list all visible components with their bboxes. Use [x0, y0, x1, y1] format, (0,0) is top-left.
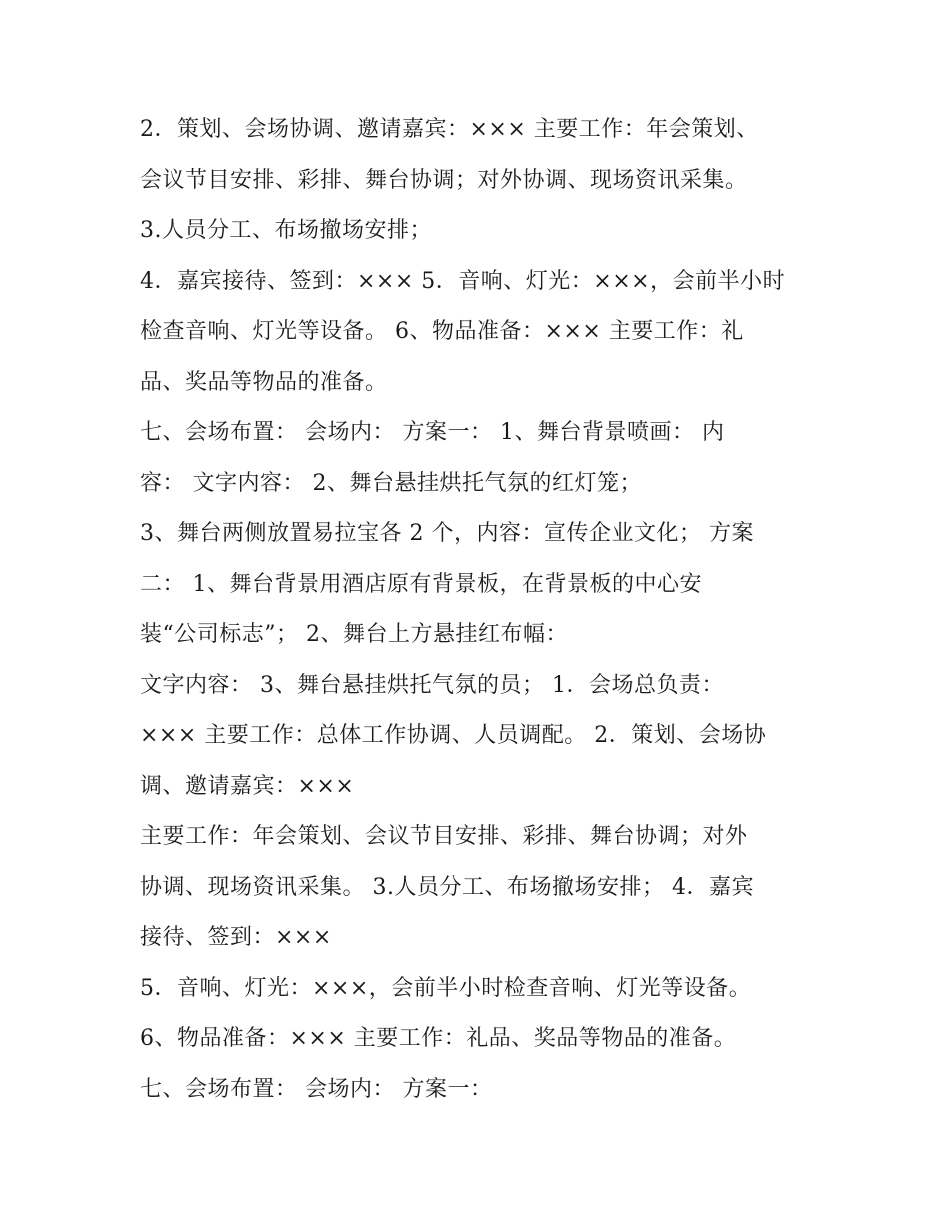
text-line: 品、奖品等物品的准备。	[140, 369, 388, 395]
text-line: 容： 文字内容： 2、舞台悬挂烘托气氛的红灯笼；	[140, 470, 642, 496]
text-line: 3.人员分工、布场撤场安排；	[140, 218, 432, 243]
document-body	[140, 105, 840, 1115]
text-line: 接待、签到：×××	[140, 925, 332, 950]
text-line: 协调、现场资讯采集。 3.人员分工、布场撤场安排； 4．嘉宾	[140, 874, 754, 900]
text-line: 二： 1、舞台背景用酒店原有背景板，在背景板的中心安	[140, 571, 702, 597]
text-line: 会议节目安排、彩排、舞台协调；对外协调、现场资讯采集。	[140, 167, 748, 193]
text-line: 4．嘉宾接待、签到：××× 5．音响、灯光：×××，会前半小时	[140, 268, 786, 294]
text-line: 文字内容： 3、舞台悬挂烘托气氛的员； 1．会场总负责：	[140, 672, 724, 698]
text-line: 5．音响、灯光：×××，会前半小时检查音响、灯光等设备。	[140, 975, 752, 1001]
text-line: 七、会场布置： 会场内： 方案一：	[140, 1076, 493, 1102]
text-line: 检查音响、灯光等设备。 6、物品准备：××× 主要工作：礼	[140, 319, 744, 344]
text-line: 2．策划、会场协调、邀请嘉宾：××× 主要工作：年会策划、	[140, 117, 759, 142]
text-line: 6、物品准备：××× 主要工作：礼品、奖品等物品的准备。	[140, 1026, 737, 1051]
text-line: 主要工作：年会策划、会议节目安排、彩排、舞台协调；对外	[140, 824, 748, 849]
text-line: 七、会场布置： 会场内： 方案一： 1、舞台背景喷画： 内	[140, 420, 725, 445]
text-line: 调、邀请嘉宾：×××	[140, 773, 355, 799]
text-line: ××× 主要工作：总体工作协调、人员调配。 2．策划、会场协	[140, 723, 767, 748]
text-line: 装“公司标志”； 2、舞台上方悬挂红布幅：	[140, 622, 568, 647]
text-line: 3、舞台两侧放置易拉宝各 2 个，内容：宣传企业文化； 方案	[140, 521, 754, 546]
